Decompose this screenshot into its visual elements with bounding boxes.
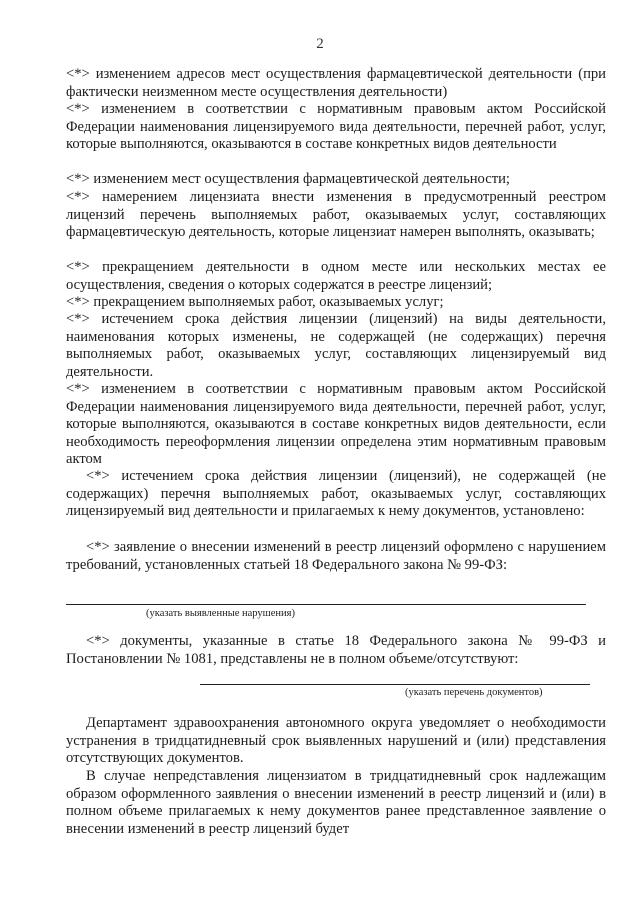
notice-paragraph: Департамент здравоохранения автономного округа уведомляет о необходимости устранения в тридцатидневный срок выявленных нарушений и (или) представления отсутствующих документов.: [66, 715, 606, 767]
documents-blank-line: [200, 684, 590, 685]
consequence-paragraph: В случае непредставления лицензиатом в тридцатидневный срок надлежащим образом оформленного заявления о внесении изменений в реестр лицензий и (или) в полном объеме прилагаемых к нему документов ранее представленное заявление о внесении изменений в реестр лицензий будет: [66, 768, 606, 837]
page-number: 2: [316, 36, 324, 52]
list-item: <*> заявление о внесении изменений в реестр лицензий оформлено с нарушением требований, установленных статьей 18 Федерального закона № 99-ФЗ:: [66, 539, 606, 573]
list-item: <*> прекращением деятельности в одном месте или нескольких местах ее осуществления, сведения о которых содержатся в реестре лицензий;: [66, 259, 606, 293]
list-item: <*> истечением срока действия лицензии (лицензий) на виды деятельности, наименования которых изменены, не содержащей (не содержащих) перечня выполняемых работ, оказываемых услуг, составляющих лицензируемый вид деятельности.: [66, 311, 606, 380]
violations-blank-line: [66, 604, 586, 605]
list-item: <*> истечением срока действия лицензии (лицензий), не содержащей (не содержащих) перечня выполняемых работ, оказываемых услуг, составляющих лицензируемый вид деятельности и прилагаемых к нему документов, установлено:: [66, 468, 606, 520]
list-item: <*> изменением мест осуществления фармацевтической деятельности;: [66, 171, 510, 187]
list-item: <*> изменением в соответствии с нормативным правовым актом Российской Федерации наименования лицензируемого вида деятельности, перечней работ, услуг, которые выполняются, оказываются в составе конкретных видов деятельности: [66, 101, 606, 153]
list-item: <*> прекращением выполняемых работ, оказываемых услуг;: [66, 294, 444, 310]
violations-caption: (указать выявленные нарушения): [146, 608, 295, 619]
list-item: <*> изменением в соответствии с нормативным правовым актом Российской Федерации наименования лицензируемого вида деятельности, перечней работ, услуг, которые выполняются, оказываются в составе конкретных видов деятельности, если необходимость переоформления лицензии определена этим нормативным правовым актом: [66, 381, 606, 468]
documents-item: <*> документы, указанные в статье 18 Федерального закона № 99-ФЗ и Постановлении № 1081, представлены не в полном объеме/отсутствуют:: [66, 633, 606, 667]
list-item: <*> намерением лицензиата внести изменения в предусмотренный реестром лицензий перечень выполняемых работ, оказываемых услуг, составляющих фармацевтическую деятельность, которые лицензиат намерен выполнять, оказывать;: [66, 189, 606, 241]
documents-caption: (указать перечень документов): [405, 687, 543, 698]
list-item: <*> изменением адресов мест осуществления фармацевтической деятельности (при фактически неизменном месте осуществления деятельности): [66, 66, 606, 100]
